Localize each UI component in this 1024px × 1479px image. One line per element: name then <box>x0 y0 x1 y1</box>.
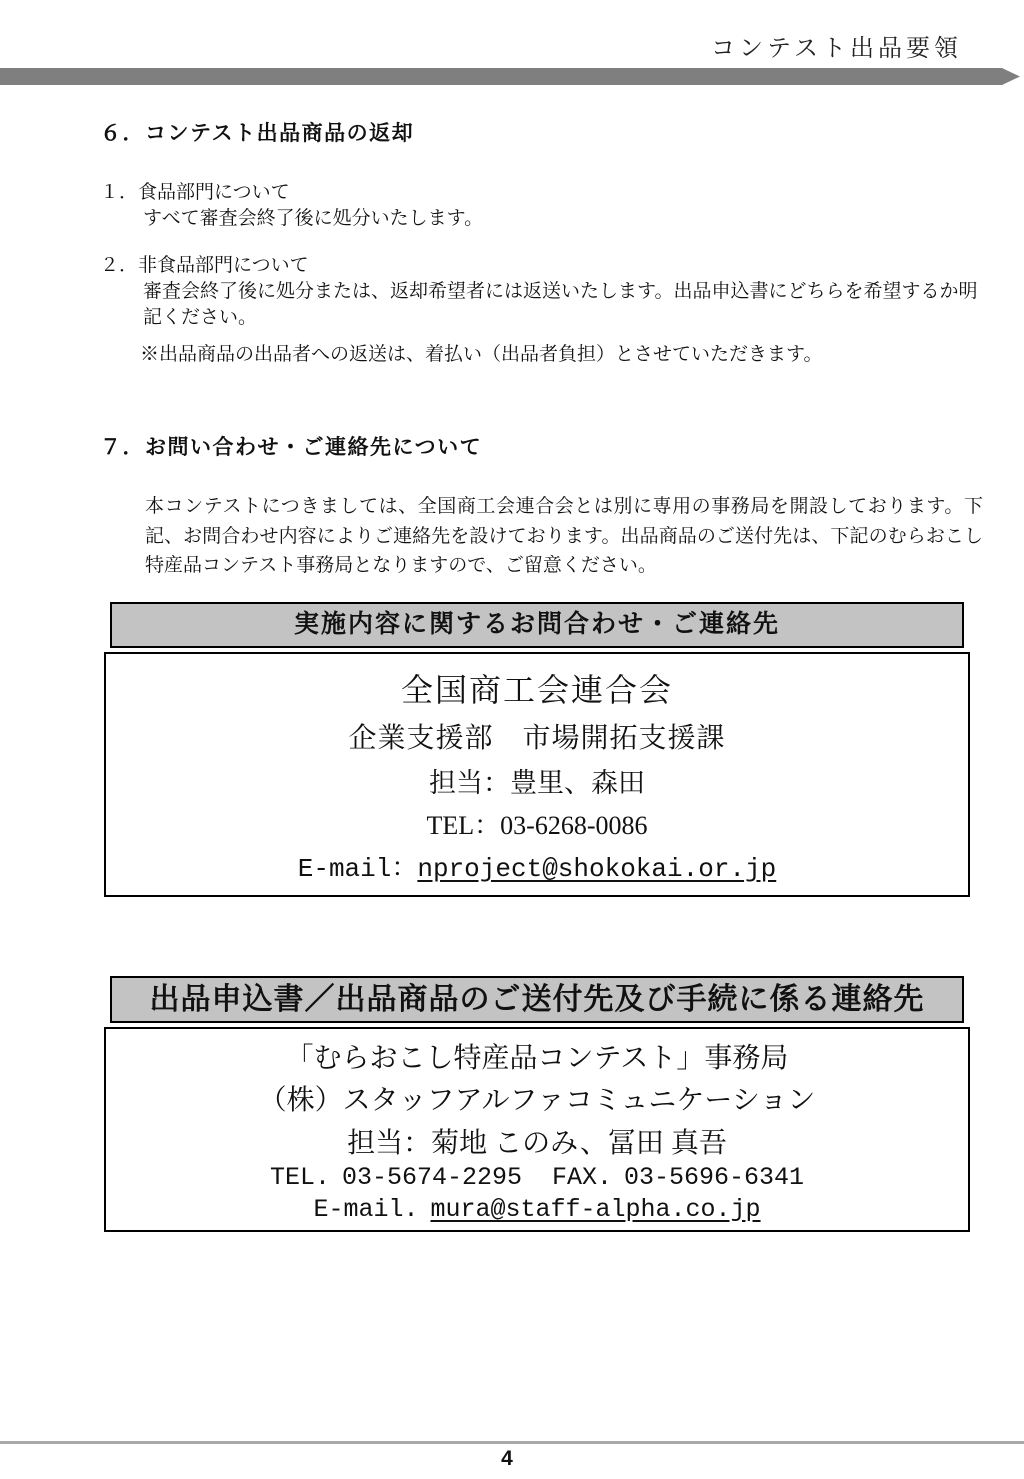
item-number: ２． <box>100 255 139 276</box>
email-line <box>313 1195 760 1224</box>
email-label: E-mail. <box>313 1194 419 1224</box>
contact-box-1-body <box>104 652 970 897</box>
fax-label: FAX. <box>552 1163 613 1192</box>
contact-box-2-title-text: 出品申込書／出品商品のご送付先及び手続に係る連絡先 <box>149 983 925 1016</box>
contact-box-submission <box>104 976 970 1232</box>
list-item <box>100 180 980 232</box>
document-title: コンテスト出品要領 <box>710 36 962 62</box>
contact-box-2-title <box>110 976 964 1023</box>
footer-divider-line <box>0 1441 1024 1444</box>
secretariat-name: 「むらおこし特産品コンテスト」事務局 <box>285 1042 789 1074</box>
contact-box-implementation <box>104 602 970 897</box>
contact-box-1-title <box>110 602 964 648</box>
item-title: 非食品部門について <box>138 255 309 276</box>
list-item <box>100 253 980 331</box>
telephone-fax-line <box>270 1163 804 1192</box>
company-name: （株）スタッフアルファコミュニケーション <box>258 1085 816 1116</box>
list-item-title <box>100 180 980 206</box>
section7-intro-paragraph: 本コンテストにつきましては、全国商工会連合会とは別に専用の事務局を開設しております。下記、お問合わせ内容によりご連絡先を設けております。出品商品のご送付先は、下記のむらおこし特産品コンテスト事務局となりますので、ご留意ください。 <box>145 496 983 576</box>
page-number: 4 <box>501 1447 513 1470</box>
tel-label: TEL. <box>269 1163 330 1192</box>
item-body: すべて審査会終了後に処分いたします。 <box>143 208 484 229</box>
contact-person: 担当：菊地 このみ、冨田 真吾 <box>347 1127 727 1159</box>
return-shipping-note: ※出品商品の出品者への返送は、着払い（出品者負担）とさせていただきます。 <box>140 344 823 365</box>
tel-number: 03-6268-0086 <box>500 811 648 840</box>
section6-heading: ６．コンテスト出品商品の返却 <box>100 121 415 145</box>
email-line <box>298 847 776 884</box>
fax-number: 03-5696-6341 <box>624 1163 805 1192</box>
tel-number: 03-5674-2295 <box>341 1163 522 1192</box>
organization-name: 全国商工会連合会 <box>400 672 673 708</box>
section7-heading: ７．お問い合わせ・ご連絡先について <box>100 435 483 459</box>
list-item-title <box>100 253 980 279</box>
header-arrow-bar <box>0 68 1020 85</box>
tel-label: TEL： <box>426 811 501 840</box>
item-title: 食品部門について <box>138 182 290 203</box>
contact-box-1-title-text: 実施内容に関するお問合わせ・ご連絡先 <box>293 611 780 638</box>
contact-person: 担当：豊里、森田 <box>429 768 645 798</box>
item-body: 審査会終了後に処分または、返却希望者には返送いたします。出品申込書にどちらを希望するか明記ください。 <box>143 281 978 328</box>
contact-box-2-body <box>104 1027 970 1232</box>
email-link[interactable]: mura@staff-alpha.co.jp <box>430 1194 761 1224</box>
telephone-line <box>427 805 648 842</box>
email-link[interactable]: nproject@shokokai.or.jp <box>417 854 777 884</box>
email-label: E-mail： <box>297 854 418 884</box>
department-name: 企業支援部 市場開拓支援課 <box>348 723 726 754</box>
item-number: １． <box>100 182 139 203</box>
